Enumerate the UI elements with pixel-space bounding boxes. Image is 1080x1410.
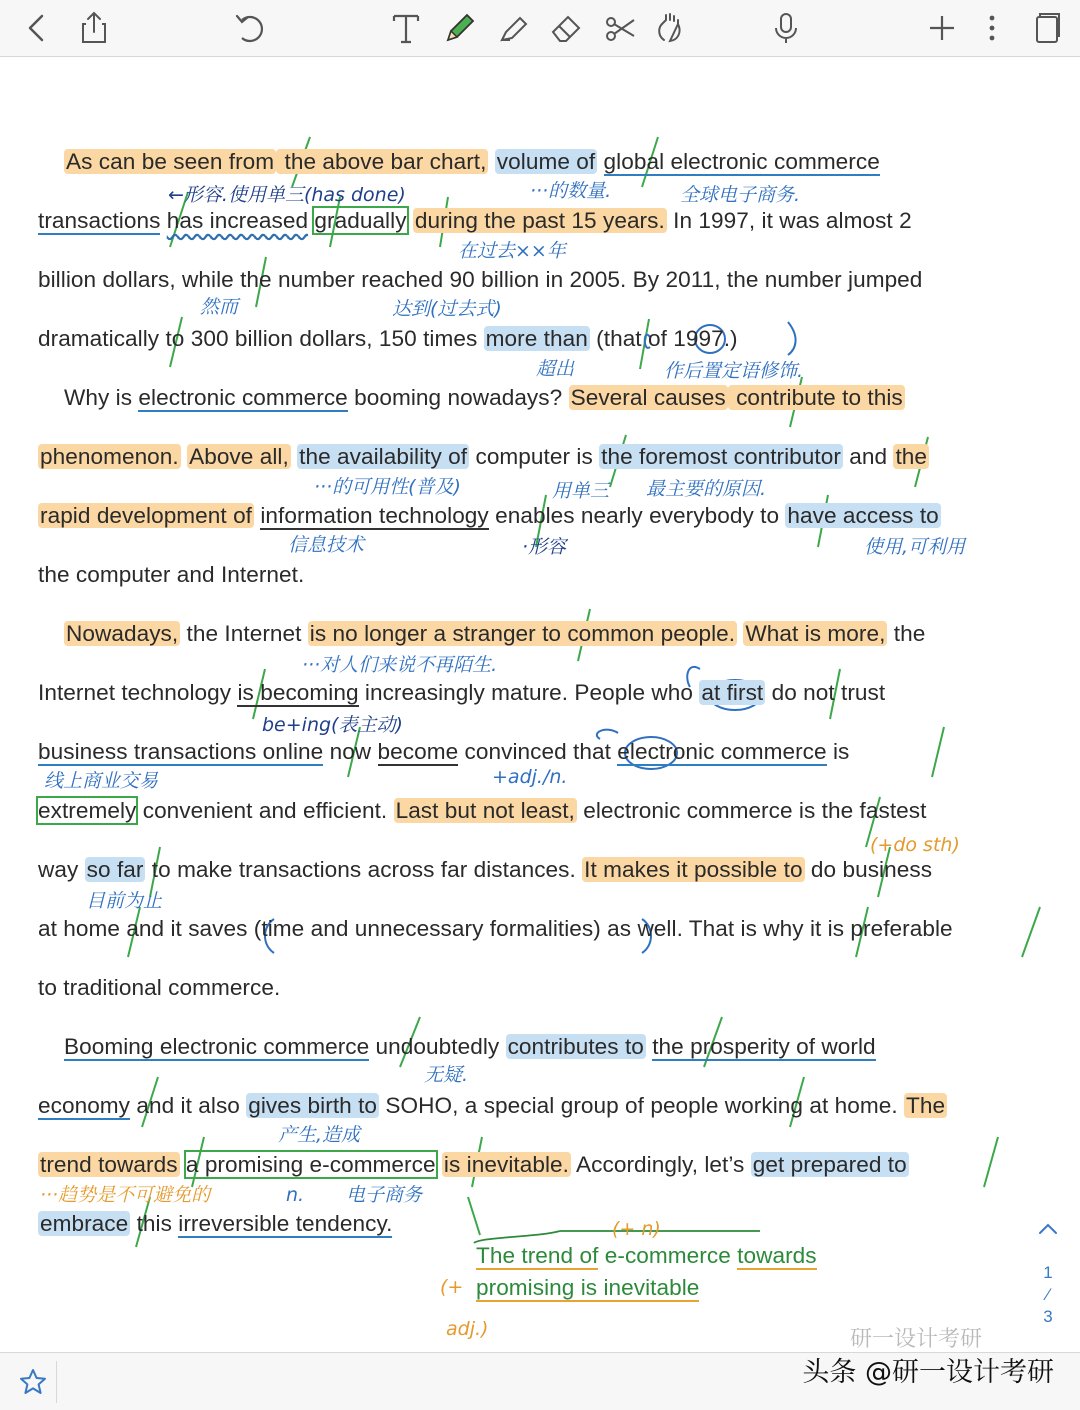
underlined-phrase: transactions [38,208,161,233]
back-icon[interactable] [14,6,58,50]
note-page[interactable] [0,57,1080,1353]
text: this [130,1211,179,1236]
highlight-phrase: Above all, [189,444,289,469]
highlight-phrase: As can be seen from [66,149,275,174]
underlined-phrase: the prosperity of world [652,1034,876,1059]
essay-line-3 [38,265,922,295]
text: and it also [130,1093,247,1118]
essay-line-6 [38,442,929,472]
underlined-phrase: global electronic commerce [603,149,880,174]
essay-line-11 [38,737,849,767]
essay-line-4 [38,324,738,354]
essay-line-9 [64,619,925,649]
text: Why is [64,385,139,410]
text [180,1152,186,1177]
highlight-phrase: so far [86,857,144,882]
underlined-phrase: is becoming [237,680,359,705]
underlined-phrase: business transactions online [38,739,324,764]
essay-line-15 [38,973,280,1003]
source-watermark: 头条 @研一设计考研 [802,1357,1054,1388]
essay-line-13 [38,855,932,885]
text: In 1997, it was almost 2 [666,208,912,233]
handwritten-note: 全球电子商务. [680,184,801,206]
text: way [38,857,85,882]
handwritten-note: 目前为止 [86,890,163,912]
text: at home and it saves (time and unnecessary formalities) as well. That is why it is preferable [38,916,953,941]
underlined-phrase: Booming electronic commerce [64,1034,370,1059]
circled-word: of [647,326,667,351]
highlight-phrase: more than [485,326,588,351]
text: e-commerce [598,1243,738,1268]
handwritten-note: 产生,造成 [278,1124,361,1146]
text: is [826,739,850,764]
text: undoubtedly [369,1034,506,1059]
handwritten-note: 电子商务 [346,1184,423,1206]
highlight-phrase: volume of [496,149,596,174]
highlighter-icon[interactable] [492,6,536,50]
text [436,1152,442,1177]
top-toolbar [0,0,1080,57]
circled-word: that [573,739,611,764]
handwritten-note: +adj./n. [492,766,568,788]
underlined-phrase: information technology [260,503,489,528]
boxed-word: extremely [38,798,137,823]
text: to make transactions across far distances. [145,857,583,882]
text: enables nearly everybody to [488,503,786,528]
rewrite-line-1 [476,1241,817,1271]
hand-gesture-icon[interactable] [648,6,692,50]
underlined-phrase: become [377,739,459,764]
handwritten-note: ←形容.使用单三(has done) [168,184,406,206]
highlight-phrase: It makes it possible to [584,857,803,882]
handwritten-note: 达到(过去式) [392,298,502,320]
text: computer is [469,444,600,469]
text: booming nowadays? [347,385,569,410]
eraser-icon[interactable] [544,6,588,50]
highlight-phrase: phenomenon. [40,444,179,469]
highlight-phrase: is inevitable. [443,1152,569,1177]
add-icon[interactable] [920,6,964,50]
text: (that [589,326,648,351]
handwritten-note: (+ [440,1276,464,1298]
highlight-phrase: What is more, [745,621,886,646]
handwritten-note: adj.) [446,1318,489,1340]
rewrite-line-2 [476,1273,699,1303]
underlined-phrase: promising is inevitable [476,1275,700,1300]
highlight-phrase: Several causes [570,385,726,410]
text [597,149,603,174]
highlight-phrase: is no longer a stranger to common people. [309,621,736,646]
essay-line-10 [38,678,885,708]
handwritten-note: 在过去××年 [458,240,566,262]
undo-icon[interactable] [228,6,272,50]
underlined-phrase: The trend of [476,1243,599,1268]
total-pages: 3 [1043,1307,1053,1326]
text: 1997.) [666,326,738,351]
essay-line-8 [38,560,304,590]
essay-line-14 [38,914,953,944]
handwritten-note: n. [286,1184,305,1206]
highlight-phrase: embrace [40,1211,129,1236]
highlight-phrase: the foremost contributor [601,444,841,469]
highlight-phrase: contributes to [507,1034,644,1059]
share-icon[interactable] [72,6,116,50]
handwritten-note: ···的数量. [530,180,612,202]
text [160,208,166,233]
essay-line-12 [38,796,926,826]
boxed-phrase: a promising e-commerce [185,1152,436,1177]
highlight-phrase: The [905,1093,946,1118]
handwritten-note: 用单三 [552,480,610,502]
text: to traditional commerce. [38,975,281,1000]
highlight-phrase: contribute to this [729,385,903,410]
circled-word: who [651,680,693,705]
highlight-phrase: trend towards [40,1152,178,1177]
underlined-phrase: electronic commerce [138,385,348,410]
handwritten-note: 最主要的原因. [646,478,767,500]
essay-line-16 [64,1032,876,1062]
essay-line-19 [38,1209,392,1239]
text: SOHO, a special group of people working at home. [379,1093,904,1118]
handwritten-note: 超出 [536,358,575,380]
essay-line-1 [64,147,880,177]
page-separator: ⁄ [1046,1285,1050,1304]
handwritten-note: (+ n) [612,1218,661,1240]
text: the Internet [180,621,308,646]
current-page-number: 1 [1043,1263,1053,1282]
essay-line-17 [38,1091,947,1121]
underlined-phrase: towards [737,1243,817,1268]
text: Accordingly, let’s [570,1152,751,1177]
highlight-phrase: the [895,444,928,469]
highlight-phrase: gives birth to [248,1093,378,1118]
text: do business [804,857,933,882]
text: the computer and Internet. [38,562,305,587]
handwritten-note: (+do sth) [870,834,960,856]
highlight-phrase: Nowadays, [66,621,179,646]
text: now [323,739,378,764]
handwritten-note: 然而 [200,296,239,318]
text [407,208,413,233]
handwritten-note: be+ing(表主动) [262,714,403,736]
underlined-phrase: economy [38,1093,131,1118]
text: do not trust [765,680,886,705]
handwritten-note: ·形容 [522,536,567,558]
text [488,149,494,174]
essay-line-7 [38,501,941,531]
highlight-phrase: rapid development of [40,503,253,528]
essay-line-18 [38,1150,909,1180]
microphone-icon[interactable] [764,6,808,50]
handwritten-note: 信息技术 [288,534,365,556]
handwritten-note: ···的可用性(普及) [314,476,461,498]
text: dramatically to 300 billion dollars, 150 times [38,326,484,351]
highlight-phrase: have access to [787,503,939,528]
handwritten-note: 作后置定语修饰. [664,360,804,382]
pages-icon[interactable] [1024,6,1068,50]
text-tool-icon[interactable] [384,6,428,50]
text: billion dollars, while the number reached 90 billion in 2005. By 2011, the number jumped [38,267,923,292]
highlight-phrase: Last but not least, [395,798,575,823]
handwritten-note: ···趋势是不可避免的 [40,1184,211,1206]
text: electronic commerce is the fastest [576,798,927,823]
highlight-phrase: the above bar chart, [278,149,487,174]
handwritten-note: 使用,可利用 [864,536,966,558]
highlight-phrase: the availability of [299,444,468,469]
essay-line-5 [64,383,905,413]
boxed-word: gradually [314,208,407,233]
pen-icon[interactable] [438,6,482,50]
text: convinced [458,739,574,764]
handwritten-note: 线上商业交易 [44,770,159,792]
more-icon[interactable] [970,6,1014,50]
essay-line-2 [38,206,912,236]
highlight-phrase: during the past 15 years. [414,208,665,233]
handwritten-note: ···对人们来说不再陌生. [302,654,498,676]
text: increasingly mature. People [358,680,652,705]
faint-watermark: 研一设计考研 [850,1327,983,1352]
favorite-star-icon[interactable] [10,1361,57,1403]
wavy-underlined-phrase: has increased [166,208,309,233]
handwritten-note: 无疑. [424,1064,469,1086]
text: convenient and efficient. [136,798,394,823]
chevron-up-icon[interactable] [1036,1217,1060,1241]
underlined-phrase: irreversible tendency. [178,1211,393,1236]
text: Internet technology [38,680,238,705]
text: and [842,444,894,469]
highlight-phrase: get prepared to [752,1152,907,1177]
highlight-phrase: at first [701,680,764,705]
text: the [887,621,926,646]
lasso-scissors-icon[interactable] [598,6,642,50]
underlined-phrase: electronic commerce [617,739,827,764]
